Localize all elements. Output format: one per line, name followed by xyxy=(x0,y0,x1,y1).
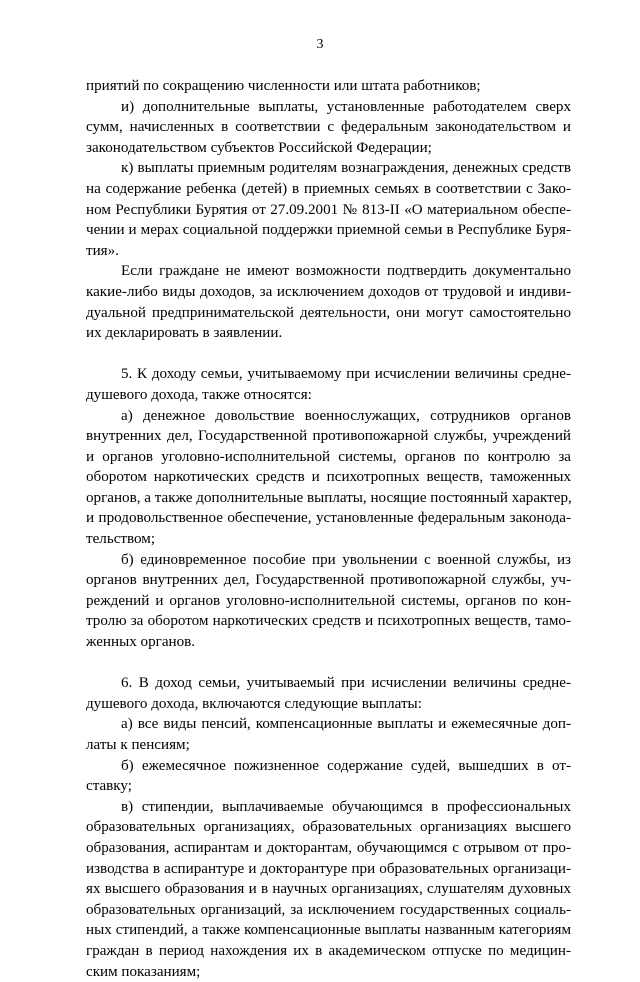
text-line: 5. К доходу семьи, учитываемому при исчислении величины средне- xyxy=(121,366,571,383)
text-line: сумм, начисленных в соответствии с федеральным законодательством и xyxy=(86,119,571,136)
text-line: приятий по сокращению численности или штата работников; xyxy=(86,78,481,94)
text-line: образования, аспирантам и докторантам, обучающимся с отрывом от про- xyxy=(86,839,571,856)
text-line: к) выплаты приемным родителям вознаграждения, денежных средств xyxy=(121,160,571,177)
text-line: и) дополнительные выплаты, установленные работодателем сверх xyxy=(121,98,571,115)
text-line: дуальной предпринимательской деятельности, они могут самостоятельно xyxy=(86,304,571,321)
text-line: изводства в аспирантуре и докторантуре при образовательных организаци- xyxy=(86,860,571,877)
text-line: а) все виды пенсий, компенсационные выплаты и ежемесячные доп- xyxy=(121,716,571,733)
text-line: ским показаниям; xyxy=(86,963,201,980)
text-line: на содержание ребенка (детей) в приемных семьях в соответствии с Зако- xyxy=(86,180,571,197)
text-line: душевого дохода, включаются следующие выплаты: xyxy=(86,695,422,712)
text-line: образовательных организациях, образовательных организациях высшего xyxy=(86,819,571,836)
text-line: какие-либо виды доходов, за исключением доходов от трудовой и индиви- xyxy=(86,283,571,300)
text-line: внутренних дел, Государственной противопожарной службы, учреждений xyxy=(86,428,571,445)
text-line: латы к пенсиям; xyxy=(86,737,190,753)
text-line: тролю за оборотом наркотических средств и психотропных веществ, тамо- xyxy=(86,613,571,630)
text-line: и органов уголовно-исполнительной системы, органов по контролю за xyxy=(86,448,571,465)
page-number: 3 xyxy=(316,37,324,52)
text-line: чении и мерах социальной поддержки приемной семьи в Республике Буря- xyxy=(86,222,571,239)
text-line: оборотом наркотических средств и психотропных веществ, таможенных xyxy=(86,469,571,486)
text-line: 6. В доход семьи, учитываемый при исчислении величины средне- xyxy=(121,675,571,692)
text-line: реждений и органов уголовно-исполнительной системы, органов по кон- xyxy=(86,592,571,609)
text-line: а) денежное довольствие военнослужащих, сотрудников органов xyxy=(121,407,571,424)
text-line: ставку; xyxy=(86,778,132,795)
text-line: органов, а также дополнительные выплаты, носящие постоянный характер, xyxy=(86,489,572,506)
text-line: ных стипендий, а также компенсационные выплаты названным категориям xyxy=(86,922,571,939)
text-line: б) единовременное пособие при увольнении с военной службы, из xyxy=(121,551,571,568)
text-line: в) стипендии, выплачиваемые обучающимся в профессиональных xyxy=(121,798,571,815)
text-line: ном Республики Бурятия от 27.09.2001 № 813-II «О материальном обеспе- xyxy=(86,201,571,218)
text-line: душевого дохода, также относятся: xyxy=(86,386,312,403)
paragraph-gap xyxy=(86,344,571,365)
text-line: женных органов. xyxy=(86,634,196,651)
text-line: тия». xyxy=(86,242,119,259)
text-line: Если граждане не имеют возможности подтвердить документально xyxy=(121,263,571,280)
text-line: органов внутренних дел, Государственной противопожарной службы, уч- xyxy=(86,572,571,589)
text-line: образовательных организаций, за исключением государственных социаль- xyxy=(86,901,571,918)
text-line: законодательством субъектов Российской Федерации; xyxy=(86,139,432,156)
text-line: их декларировать в заявлении. xyxy=(86,325,283,342)
text-line: б) ежемесячное пожизненное содержание судей, вышедших в от- xyxy=(121,757,571,774)
text-line: и продовольственное обеспечение, установленные федеральным законода- xyxy=(86,510,571,527)
text-line: граждан в период нахождения их в академическом отпуске по медицин- xyxy=(86,942,571,959)
text-line: тельством; xyxy=(86,531,156,548)
text-line: ях высшего образования и в научных организациях, слушателям духовных xyxy=(86,881,571,898)
document-body xyxy=(86,76,571,982)
paragraph-gap xyxy=(86,653,571,674)
